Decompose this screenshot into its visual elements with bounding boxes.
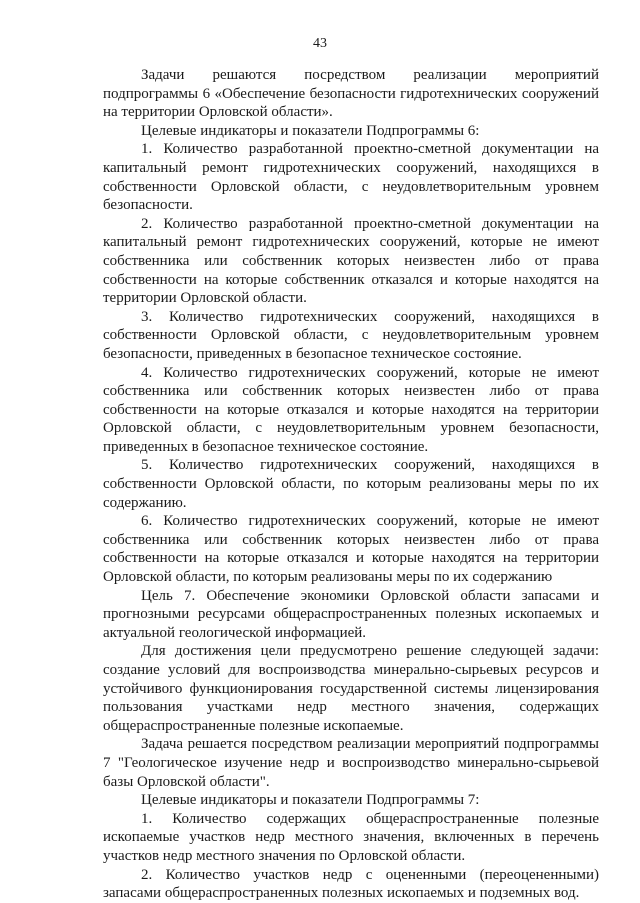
paragraph-tasks-subprogram-6: Задачи решаются посредством реализации мероприятий подпрограммы 6 «Обеспечение безопасности гидротехнических сооружений на территории Орловской области». <box>103 67 599 121</box>
paragraph-indicator-6-6: 6. Количество гидротехнических сооружений, которые не имеют собственника или собственник которых неизвестен либо от права собственности на которые отказался и которые находятся на территории Орловской области, по которым реализованы меры по их содержанию <box>103 513 599 586</box>
page-number: 43 <box>313 36 327 51</box>
paragraph-indicator-6-4: 4. Количество гидротехнических сооружений, которые не имеют собственника или собственник которых неизвестен либо от права собственности на которые отказался и которые находятся на территории Орловской области, с неудовлетворительным уровнем безопасности, приведенных в безопасное техническое состояние. <box>103 364 599 455</box>
paragraph-indicators-heading-6: Целевые индикаторы и показатели Подпрограммы 6: <box>141 122 480 139</box>
paragraph-indicator-7-2: 2. Количество участков недр с оцененными (переоцененными) запасами общераспространенных полезных ископаемых и подземных вод. <box>103 866 599 902</box>
paragraph-indicator-7-1: 1. Количество содержащих общераспространенные полезные ископаемые участков недр местного значения, включенных в перечень участков недр местного значения по Орловской области. <box>103 810 599 864</box>
paragraph-goal-7: Цель 7. Обеспечение экономики Орловской области запасами и прогнозными ресурсами общераспространенных полезных ископаемых и актуальной геологической информацией. <box>103 587 599 641</box>
paragraph-indicators-heading-7: Целевые индикаторы и показатели Подпрограммы 7: <box>141 792 480 809</box>
document-body <box>103 66 599 903</box>
paragraph-indicator-6-2: 2. Количество разработанной проектно-сметной документации на капитальный ремонт гидротехнических сооружений, которые не имеют собственника или собственник которых неизвестен либо от права собственности на которые собственник отказался и которые находятся на территории Орловской области. <box>103 215 599 307</box>
paragraph-tasks-subprogram-7: Задача решается посредством реализации мероприятий подпрограммы 7 "Геологическое изучение недр и воспроизводство минерально-сырьевой базы Орловской области". <box>103 736 599 790</box>
paragraph-indicator-6-3: 3. Количество гидротехнических сооружений, находящихся в собственности Орловской области, с неудовлетворительным уровнем безопасности, приведенных в безопасное техническое состояние. <box>103 308 599 362</box>
paragraph-indicator-6-5: 5. Количество гидротехнических сооружений, находящихся в собственности Орловской области, по которым реализованы меры по их содержанию. <box>103 457 599 511</box>
paragraph-indicator-6-1: 1. Количество разработанной проектно-сметной документации на капитальный ремонт гидротехнических сооружений, находящихся в собственности Орловской области, с неудовлетворительным уровнем безопасности. <box>103 141 599 214</box>
paragraph-goal-7-task: Для достижения цели предусмотрено решение следующей задачи: создание условий для воспроизводства минерально-сырьевых ресурсов и устойчивого функционирования государственной системы лицензирования пользования участками недр местного значения, содержащих общераспространенные полезные ископаемые. <box>103 643 599 734</box>
